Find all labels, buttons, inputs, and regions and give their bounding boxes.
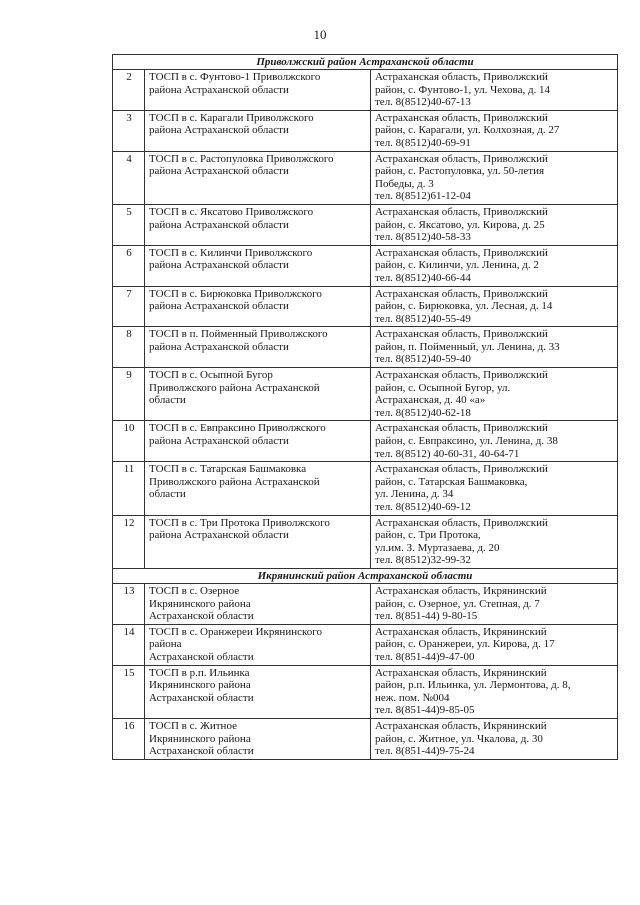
address-line: Астраханская область, Икрянинский <box>375 625 547 638</box>
address-line: тел. 8(8512)40-69-12 <box>375 501 471 513</box>
page-number: 10 <box>313 27 327 42</box>
office-name-cell <box>145 245 371 286</box>
table-row <box>113 718 618 759</box>
address-cell <box>371 286 618 327</box>
address-cell <box>371 583 618 624</box>
office-name-cell <box>145 718 371 759</box>
office-name-line: ТОСП в с. Фунтово-1 Приволжского <box>149 71 321 83</box>
row-number: 8 <box>113 327 145 368</box>
registry-table <box>112 54 618 760</box>
office-name-line: ТОСП в с. Три Протока Приволжского <box>149 516 330 529</box>
office-name-cell <box>145 462 371 515</box>
office-name-line: Приволжского района Астраханской <box>149 475 320 488</box>
address-line: Победы, д. 3 <box>375 177 434 190</box>
table-row <box>113 515 618 568</box>
address-line: тел. 8(8512)40-69-91 <box>375 136 471 149</box>
row-number: 13 <box>113 583 145 624</box>
address-line: Астраханская область, Приволжский <box>375 71 548 83</box>
address-line: Астраханская область, Приволжский <box>375 422 548 435</box>
office-name-line: Астраханской области <box>149 691 254 704</box>
office-name-line: района <box>149 638 182 651</box>
address-line: неж. пом. №004 <box>375 691 450 704</box>
address-line: тел. 8(8512) 40-60-31, 40-64-71 <box>375 447 520 460</box>
address-line: Астраханская область, Приволжский <box>375 463 548 476</box>
address-line: район, р.п. Ильинка, ул. Лермонтова, д. 8, <box>375 679 571 692</box>
office-name-line: района Астраханской области <box>149 340 289 353</box>
address-line: Астраханская, д. 40 «а» <box>375 394 486 407</box>
row-number: 3 <box>113 110 145 151</box>
address-line: тел. 8(8512)40-59-40 <box>375 353 471 366</box>
address-cell <box>371 624 618 665</box>
table-row <box>113 368 618 421</box>
office-name-line: ТОСП в с. Оранжереи Икрянинского <box>149 625 322 638</box>
row-number: 4 <box>113 151 145 204</box>
address-line: Астраханская область, Приволжский <box>375 152 548 165</box>
address-cell <box>371 462 618 515</box>
office-name-line: ТОСП в с. Осыпной Бугор <box>149 369 273 382</box>
office-name-line: Икрянинского района <box>149 732 251 745</box>
row-number: 11 <box>113 462 145 515</box>
address-line: район, с. Бирюковка, ул. Лесная, д. 14 <box>375 300 553 313</box>
address-line: район, с. Три Протока, <box>375 529 481 542</box>
address-line: район, с. Осыпной Бугор, ул. <box>375 381 511 394</box>
office-name-line: района Астраханской области <box>149 165 289 178</box>
table-row <box>113 245 618 286</box>
row-number: 6 <box>113 245 145 286</box>
table-row <box>113 583 618 624</box>
row-number: 10 <box>113 421 145 462</box>
section-title: Приволжский район Астраханской области <box>113 55 618 70</box>
office-name-cell <box>145 421 371 462</box>
address-cell <box>371 515 618 568</box>
address-cell <box>371 368 618 421</box>
address-line: тел. 8(8512)40-62-18 <box>375 406 471 419</box>
address-cell <box>371 110 618 151</box>
address-line: Астраханская область, Икрянинский <box>375 666 547 679</box>
office-name-line: ТОСП в с. Карагали Приволжского <box>149 111 314 124</box>
office-name-line: Икрянинского района <box>149 679 251 692</box>
address-line: Астраханская область, Приволжский <box>375 369 548 382</box>
address-line: район, п. Пойменный, ул. Ленина, д. 33 <box>375 340 560 353</box>
office-name-line: области <box>149 488 186 501</box>
table-row <box>113 624 618 665</box>
address-cell <box>371 151 618 204</box>
address-line: тел. 8(851-44) 9-80-15 <box>375 610 478 623</box>
registry-body <box>113 55 618 760</box>
office-name-line: района Астраханской области <box>149 529 289 542</box>
address-line: Астраханская область, Икрянинский <box>375 719 547 732</box>
table-row <box>113 204 618 245</box>
office-name-line: ТОСП в с. Бирюковка Приволжского <box>149 287 322 300</box>
office-name-line: ТОСП в р.п. Ильинка <box>149 666 250 679</box>
row-number: 16 <box>113 718 145 759</box>
row-number: 5 <box>113 204 145 245</box>
table-row <box>113 327 618 368</box>
office-name-cell <box>145 286 371 327</box>
address-line: Астраханская область, Приволжский <box>375 111 548 124</box>
table-row <box>113 286 618 327</box>
row-number: 14 <box>113 624 145 665</box>
table-row <box>113 70 618 111</box>
office-name-line: ТОСП в п. Пойменный Приволжского <box>149 328 328 341</box>
table-row <box>113 151 618 204</box>
address-cell <box>371 718 618 759</box>
office-name-cell <box>145 515 371 568</box>
office-name-line: ТОСП в с. Килинчи Приволжского <box>149 246 313 259</box>
office-name-cell <box>145 70 371 111</box>
address-line: тел. 8(851-44)9-75-24 <box>375 745 475 758</box>
office-name-line: ТОСП в с. Озерное <box>149 584 240 597</box>
office-name-line: Приволжского района Астраханской <box>149 381 320 394</box>
office-name-cell <box>145 624 371 665</box>
office-name-cell <box>145 368 371 421</box>
office-name-cell <box>145 583 371 624</box>
address-line: район, с. Фунтово-1, ул. Чехова, д. 14 <box>375 83 551 96</box>
office-name-line: ТОСП в с. Евпраксино Приволжского <box>149 422 326 435</box>
address-line: район, с. Татарская Башмаковка, <box>375 475 528 488</box>
section-header-row <box>113 568 618 583</box>
table-row <box>113 665 618 718</box>
row-number: 7 <box>113 286 145 327</box>
address-line: Астраханская область, Приволжский <box>375 516 548 529</box>
office-name-line: района Астраханской области <box>149 218 289 231</box>
office-name-cell <box>145 204 371 245</box>
office-name-line: Астраханской области <box>149 745 254 758</box>
office-name-line: Икрянинского района <box>149 597 251 610</box>
office-name-cell <box>145 151 371 204</box>
office-name-line: Астраханской области <box>149 650 254 663</box>
address-line: тел. 8(851-44)9-47-00 <box>375 650 475 663</box>
office-name-line: Астраханской области <box>149 610 254 623</box>
address-line: Астраханская область, Приволжский <box>375 328 548 341</box>
row-number: 12 <box>113 515 145 568</box>
address-cell <box>371 245 618 286</box>
address-cell <box>371 70 618 111</box>
address-line: Астраханская область, Приволжский <box>375 287 548 300</box>
row-number: 15 <box>113 665 145 718</box>
office-name-line: района Астраханской области <box>149 259 289 272</box>
address-line: тел. 8(8512)61-12-04 <box>375 190 471 203</box>
address-line: тел. 8(8512)40-66-44 <box>375 271 471 284</box>
address-cell <box>371 421 618 462</box>
office-name-line: ТОСП в с. Яксатово Приволжского <box>149 205 314 218</box>
address-line: район, с. Оранжереи, ул. Кирова, д. 17 <box>375 638 555 651</box>
address-cell <box>371 665 618 718</box>
office-name-line: района Астраханской области <box>149 124 289 137</box>
office-name-line: области <box>149 394 186 407</box>
address-line: район, с. Растопуловка, ул. 50-летия <box>375 165 545 178</box>
address-line: Астраханская область, Приволжский <box>375 205 548 218</box>
section-title: Икрянинский район Астраханской области <box>113 568 618 583</box>
office-name-line: ТОСП в с. Житное <box>149 719 237 732</box>
address-line: тел. 8(851-44)9-85-05 <box>375 704 475 717</box>
address-line: тел. 8(8512)40-58-33 <box>375 231 471 244</box>
office-name-cell <box>145 327 371 368</box>
table-row <box>113 421 618 462</box>
address-line: район, с. Житное, ул. Чкалова, д. 30 <box>375 732 543 745</box>
office-name-line: района Астраханской области <box>149 435 289 448</box>
address-line: тел. 8(8512)40-55-49 <box>375 312 471 325</box>
office-name-line: ТОСП в с. Татарская Башмаковка <box>149 463 307 476</box>
address-line: район, с. Яксатово, ул. Кирова, д. 25 <box>375 218 545 231</box>
row-number: 2 <box>113 70 145 111</box>
address-line: ул.им. З. Муртазаева, д. 20 <box>375 541 500 554</box>
office-name-cell <box>145 665 371 718</box>
address-line: район, с. Евпраксино, ул. Ленина, д. 38 <box>375 435 558 448</box>
office-name-line: района Астраханской области <box>149 83 289 96</box>
office-name-line: района Астраханской области <box>149 300 289 313</box>
address-line: район, с. Карагали, ул. Колхозная, д. 27 <box>375 124 560 137</box>
office-name-line: ТОСП в с. Растопуловка Приволжского <box>149 152 334 165</box>
address-line: Астраханская область, Приволжский <box>375 246 548 259</box>
office-name-cell <box>145 110 371 151</box>
address-line: Астраханская область, Икрянинский <box>375 584 547 597</box>
address-cell <box>371 327 618 368</box>
address-line: тел. 8(8512)40-67-13 <box>375 96 471 109</box>
address-line: тел. 8(8512)32-99-32 <box>375 554 471 567</box>
table-row <box>113 110 618 151</box>
address-line: ул. Ленина, д. 34 <box>375 488 454 501</box>
address-cell <box>371 204 618 245</box>
table-row <box>113 462 618 515</box>
address-line: район, с. Озерное, ул. Степная, д. 7 <box>375 597 540 610</box>
address-line: район, с. Килинчи, ул. Ленина, д. 2 <box>375 259 539 272</box>
section-header-row <box>113 55 618 70</box>
row-number: 9 <box>113 368 145 421</box>
